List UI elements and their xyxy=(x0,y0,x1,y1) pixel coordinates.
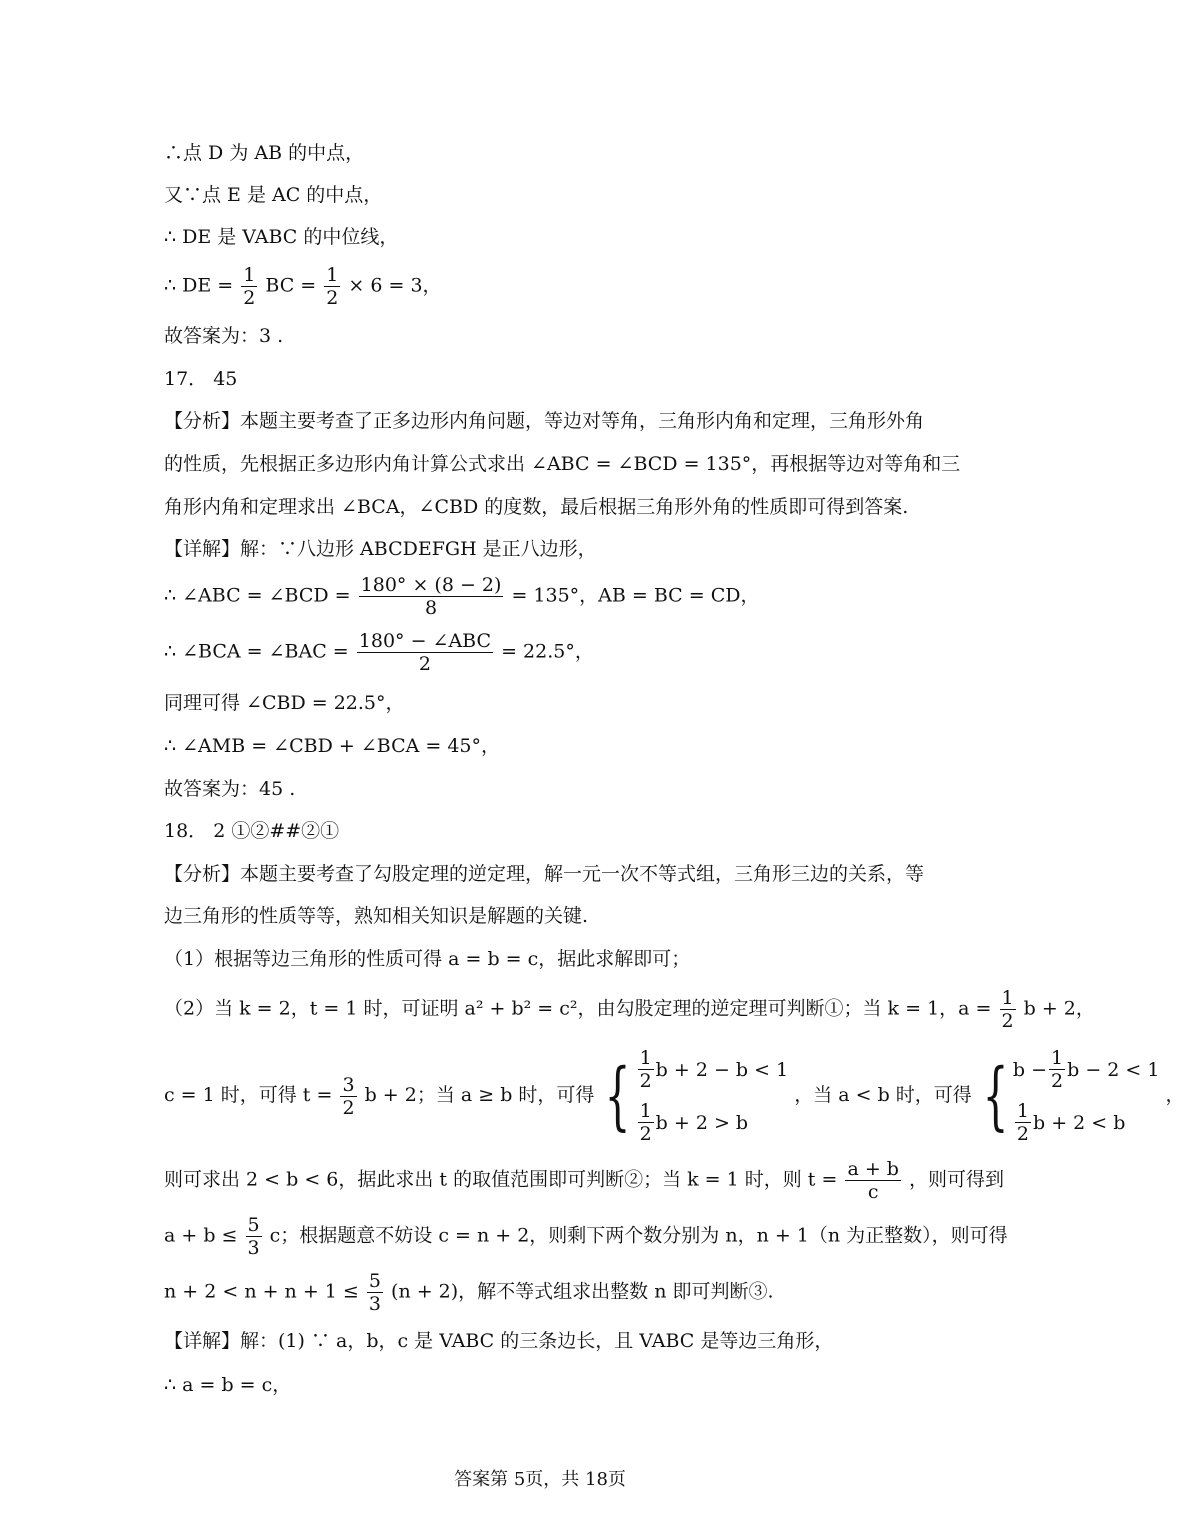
page-footer: 答案第 5页，共 18页 xyxy=(454,1469,626,1490)
fraction: $\frac{3}{2}$ xyxy=(342,1073,355,1119)
eq-text: a + b ≤ xyxy=(164,1224,238,1247)
eq-text: (n + 2)，解不等式组求出整数 n 即可判断③. xyxy=(391,1280,774,1303)
fraction: $\frac{5}{3}$ xyxy=(247,1214,260,1259)
text-line: 【分析】本题主要考查了勾股定理的逆定理，解一元一次不等式组，三角形三边的关系，等 xyxy=(164,863,925,885)
equation-line xyxy=(164,630,594,675)
text-line: 【详解】解：∵八边形 ABCDEFGH 是正八边形， xyxy=(164,538,597,560)
fraction: $\frac{\text{180° − ∠ABC}}{2}$ xyxy=(358,630,492,675)
text-line: 故答案为：45 . xyxy=(164,778,296,800)
text-line: 角形内角和定理求出 ∠BCA，∠CBD 的度数，最后根据三角形外角的性质即可得到答案. xyxy=(164,496,909,518)
equation-line xyxy=(164,1158,1004,1203)
eq-text: b + 2；当 a ≥ b 时，可得 xyxy=(364,1084,595,1106)
eq-text: c；根据题意不妨设 c = n + 2，则剩下两个数分别为 n，n + 1（n 为正整数），则可得 xyxy=(269,1224,1008,1247)
equation-line xyxy=(164,1214,1008,1259)
eq-text: ，当 a < b 时，可得 xyxy=(794,1084,972,1106)
eq-text: × 6 = 3， xyxy=(348,274,442,297)
fraction: $\frac{a + b}{c}$ xyxy=(847,1158,899,1203)
eq-text: n + 2 < n + n + 1 ≤ xyxy=(164,1280,359,1303)
text-line: 故答案为：3 . xyxy=(164,325,284,347)
fraction: $\frac{1}{2}$ xyxy=(1001,987,1014,1032)
text-line: ∴ ∠AMB = ∠CBD + ∠BCA = 45°， xyxy=(164,735,501,757)
fraction: $\frac{180^\circ \times (8 - 2)}{8}$ xyxy=(360,574,502,619)
text-line: ∴ DE 是 VABC 的中位线， xyxy=(164,226,399,248)
eq-text: b + 2， xyxy=(1023,997,1095,1020)
question-number: 18． 2 ①②##②① xyxy=(164,820,340,842)
eq-text: c = 1 时，可得 t = xyxy=(164,1084,333,1106)
equation-line xyxy=(164,1270,774,1315)
eq-text: ∴ ∠BCA = ∠BAC = xyxy=(164,640,349,663)
fraction: $\frac{5}{3}$ xyxy=(368,1270,381,1315)
equation-line xyxy=(164,574,759,619)
text-line: 又∵点 E 是 AC 的中点， xyxy=(164,184,383,206)
fraction: $\frac{1}{2}$ xyxy=(326,264,339,309)
inequality-system: { b − $\frac{1}{2}$ b − 2 < 1 $\frac{1}{2}$ b + 2 < b xyxy=(982,1047,1160,1145)
text-line: 边三角形的性质等等，熟知相关知识是解题的关键. xyxy=(164,905,589,927)
eq-text: 则可求出 2 < b < 6，据此求出 t 的取值范围即可判断②；当 k = 1 时，则 t = xyxy=(164,1168,838,1191)
text-line: （1）根据等边三角形的性质可得 a = b = c，据此求解即可； xyxy=(164,948,691,970)
text-line: 同理可得 ∠CBD = 22.5°， xyxy=(164,692,405,714)
eq-text: BC = xyxy=(265,274,317,297)
eq-text: ∴ ∠ABC = ∠BCD = xyxy=(164,584,351,607)
text-line: 的性质，先根据正多边形内角计算公式求出 ∠ABC = ∠BCD = 135°，再根据等边对等角和三 xyxy=(164,453,961,475)
eq-text: （2）当 k = 2，t = 1 时，可证明 a² + b² = c²，由勾股定理的逆定理可判断①；当 k = 1，a = xyxy=(164,997,992,1020)
eq-text: ， xyxy=(1165,1084,1185,1106)
eq-text: ，则可得到 xyxy=(909,1168,1005,1191)
equation-line xyxy=(164,264,442,309)
eq-text: = 22.5°， xyxy=(501,640,594,663)
text-line: 【分析】本题主要考查了正多边形内角问题，等边对等角，三角形内角和定理，三角形外角 xyxy=(164,410,925,432)
eq-text: = 135°，AB = BC = CD， xyxy=(511,584,760,607)
text-line: ∴ a = b = c， xyxy=(164,1374,292,1396)
text-line: ∴点 D 为 AB 的中点， xyxy=(164,142,365,164)
eq-text: ∴ DE = xyxy=(164,274,234,297)
fraction: $\frac{1}{2}$ xyxy=(243,264,256,309)
question-number: 17． 45 xyxy=(164,368,238,390)
equation-line xyxy=(164,987,1095,1032)
equation-line xyxy=(164,1047,1185,1145)
inequality-system: { $\frac{1}{2}$ b + 2 − b < 1 $\frac{1}{2}$ b + 2 > b xyxy=(605,1047,789,1145)
text-line: 【详解】解：(1) ∵ a，b，c 是 VABC 的三条边长，且 VABC 是等边三角形， xyxy=(164,1330,834,1352)
